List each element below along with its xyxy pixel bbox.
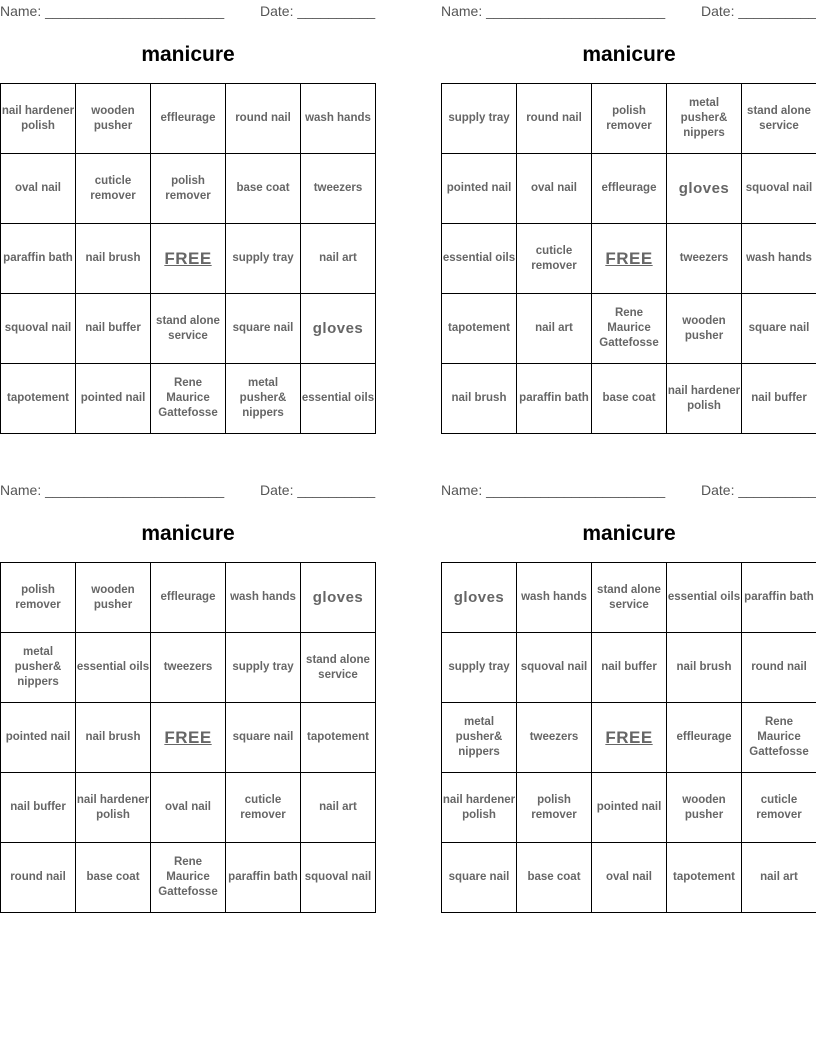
bingo-cell: tweezers	[667, 224, 742, 294]
grid-row	[1, 154, 376, 224]
bingo-cell: supply tray	[226, 224, 301, 294]
bingo-cell: nail buffer	[76, 294, 151, 364]
bingo-cell: paraffin bath	[742, 563, 816, 633]
bingo-cell: supply tray	[226, 633, 301, 703]
bingo-cell: tweezers	[151, 633, 226, 703]
bingo-cell: oval nail	[1, 154, 76, 224]
date-field-label: Date: __________	[701, 3, 816, 19]
bingo-cell: tapotement	[442, 294, 517, 364]
bingo-cell: polish remover	[1, 563, 76, 633]
bingo-cell: square nail	[226, 294, 301, 364]
bingo-cell: gloves	[667, 154, 742, 224]
bingo-cell: essential oils	[76, 633, 151, 703]
grid-row	[1, 364, 376, 434]
bingo-cell: cuticle remover	[226, 773, 301, 843]
date-field-label: Date: __________	[260, 482, 376, 498]
card-title: manicure	[141, 522, 235, 545]
bingo-cell: round nail	[226, 84, 301, 154]
bingo-cell: nail brush	[442, 364, 517, 434]
bingo-cell: Rene Maurice Gattefosse	[592, 294, 667, 364]
bingo-cell: metal pusher& nippers	[1, 633, 76, 703]
bingo-cell: wooden pusher	[76, 563, 151, 633]
bingo-cell: tweezers	[517, 703, 592, 773]
card-header	[0, 479, 376, 501]
bingo-cell: nail art	[301, 773, 376, 843]
grid-row	[442, 633, 816, 703]
grid-row	[1, 703, 376, 773]
bingo-cell: tapotement	[667, 843, 742, 913]
grid-row	[442, 843, 816, 913]
bingo-cell: base coat	[517, 843, 592, 913]
bingo-cell: polish remover	[517, 773, 592, 843]
bingo-cell: base coat	[592, 364, 667, 434]
bingo-cell: paraffin bath	[517, 364, 592, 434]
bingo-cell: pointed nail	[1, 703, 76, 773]
bingo-cell: squoval nail	[1, 294, 76, 364]
grid-row	[442, 84, 816, 154]
bingo-grid	[0, 83, 376, 434]
bingo-cell: wooden pusher	[76, 84, 151, 154]
card-header	[0, 0, 376, 22]
bingo-cell: oval nail	[517, 154, 592, 224]
bingo-cell: gloves	[301, 563, 376, 633]
name-field-label: Name: _______________________	[441, 3, 666, 19]
bingo-cell: square nail	[742, 294, 816, 364]
bingo-cell: nail brush	[76, 224, 151, 294]
bingo-grid	[0, 562, 376, 913]
bingo-cell: oval nail	[592, 843, 667, 913]
grid-row	[442, 773, 816, 843]
bingo-cell: squoval nail	[742, 154, 816, 224]
bingo-cell: metal pusher& nippers	[226, 364, 301, 434]
bingo-cell: square nail	[442, 843, 517, 913]
bingo-cell: metal pusher& nippers	[442, 703, 517, 773]
name-field-label: Name: _______________________	[441, 482, 666, 498]
bingo-cell: tweezers	[301, 154, 376, 224]
grid-row	[1, 294, 376, 364]
bingo-cell: oval nail	[151, 773, 226, 843]
bingo-cell: nail art	[742, 843, 816, 913]
bingo-cell: effleurage	[592, 154, 667, 224]
card-title: manicure	[141, 43, 235, 66]
bingo-cell: stand alone service	[151, 294, 226, 364]
bingo-cell: effleurage	[667, 703, 742, 773]
bingo-cell: essential oils	[442, 224, 517, 294]
card-title: manicure	[582, 522, 676, 545]
free-space: FREE	[592, 224, 667, 294]
free-space: FREE	[151, 224, 226, 294]
bingo-cell: nail hardener polish	[76, 773, 151, 843]
bingo-cell: paraffin bath	[1, 224, 76, 294]
name-field-label: Name: _______________________	[0, 3, 225, 19]
grid-row	[442, 364, 816, 434]
bingo-cell: nail art	[301, 224, 376, 294]
bingo-cell: cuticle remover	[517, 224, 592, 294]
name-field-label: Name: _______________________	[0, 482, 225, 498]
bingo-cell: gloves	[301, 294, 376, 364]
bingo-cell: nail brush	[667, 633, 742, 703]
grid-row	[442, 294, 816, 364]
date-field-label: Date: __________	[701, 482, 816, 498]
bingo-cell: wash hands	[226, 563, 301, 633]
bingo-cell: wash hands	[301, 84, 376, 154]
bingo-cell: nail hardener polish	[442, 773, 517, 843]
free-space: FREE	[151, 703, 226, 773]
bingo-cell: stand alone service	[301, 633, 376, 703]
bingo-cell: tapotement	[1, 364, 76, 434]
bingo-cell: effleurage	[151, 84, 226, 154]
bingo-cell: stand alone service	[742, 84, 816, 154]
bingo-cell: nail art	[517, 294, 592, 364]
bingo-cell: round nail	[1, 843, 76, 913]
bingo-cell: round nail	[517, 84, 592, 154]
grid-row	[442, 154, 816, 224]
bingo-cell: squoval nail	[301, 843, 376, 913]
bingo-grid	[441, 83, 816, 434]
bingo-cell: nail buffer	[1, 773, 76, 843]
bingo-cell: Rene Maurice Gattefosse	[151, 364, 226, 434]
grid-row	[1, 224, 376, 294]
bingo-cell: stand alone service	[592, 563, 667, 633]
bingo-cell: pointed nail	[442, 154, 517, 224]
bingo-cell: Rene Maurice Gattefosse	[742, 703, 816, 773]
bingo-cell: essential oils	[667, 563, 742, 633]
free-space: FREE	[592, 703, 667, 773]
bingo-cell: squoval nail	[517, 633, 592, 703]
bingo-cell: polish remover	[151, 154, 226, 224]
bingo-cell: nail buffer	[592, 633, 667, 703]
bingo-cell: base coat	[76, 843, 151, 913]
bingo-cell: essential oils	[301, 364, 376, 434]
bingo-cell: wooden pusher	[667, 773, 742, 843]
bingo-cell: round nail	[742, 633, 816, 703]
card-header	[441, 0, 816, 22]
bingo-cell: supply tray	[442, 633, 517, 703]
grid-row	[442, 224, 816, 294]
grid-row	[1, 843, 376, 913]
bingo-cell: base coat	[226, 154, 301, 224]
bingo-cell: nail hardener polish	[667, 364, 742, 434]
card-title: manicure	[582, 43, 676, 66]
bingo-cell: metal pusher& nippers	[667, 84, 742, 154]
date-field-label: Date: __________	[260, 3, 376, 19]
bingo-cell: polish remover	[592, 84, 667, 154]
bingo-cell: supply tray	[442, 84, 517, 154]
bingo-cell: pointed nail	[592, 773, 667, 843]
grid-row	[1, 633, 376, 703]
bingo-cell: square nail	[226, 703, 301, 773]
bingo-cell: Rene Maurice Gattefosse	[151, 843, 226, 913]
bingo-cell: gloves	[442, 563, 517, 633]
grid-row	[442, 563, 816, 633]
card-header	[441, 479, 816, 501]
bingo-cell: cuticle remover	[742, 773, 816, 843]
bingo-cell: nail brush	[76, 703, 151, 773]
bingo-grid	[441, 562, 816, 913]
bingo-cell: wooden pusher	[667, 294, 742, 364]
bingo-cell: effleurage	[151, 563, 226, 633]
bingo-cell: tapotement	[301, 703, 376, 773]
bingo-cell: cuticle remover	[76, 154, 151, 224]
grid-row	[442, 703, 816, 773]
bingo-cell: wash hands	[517, 563, 592, 633]
grid-row	[1, 84, 376, 154]
bingo-cell: paraffin bath	[226, 843, 301, 913]
bingo-cell: nail hardener polish	[1, 84, 76, 154]
bingo-cell: wash hands	[742, 224, 816, 294]
grid-row	[1, 773, 376, 843]
bingo-cell: pointed nail	[76, 364, 151, 434]
grid-row	[1, 563, 376, 633]
bingo-cell: nail buffer	[742, 364, 816, 434]
